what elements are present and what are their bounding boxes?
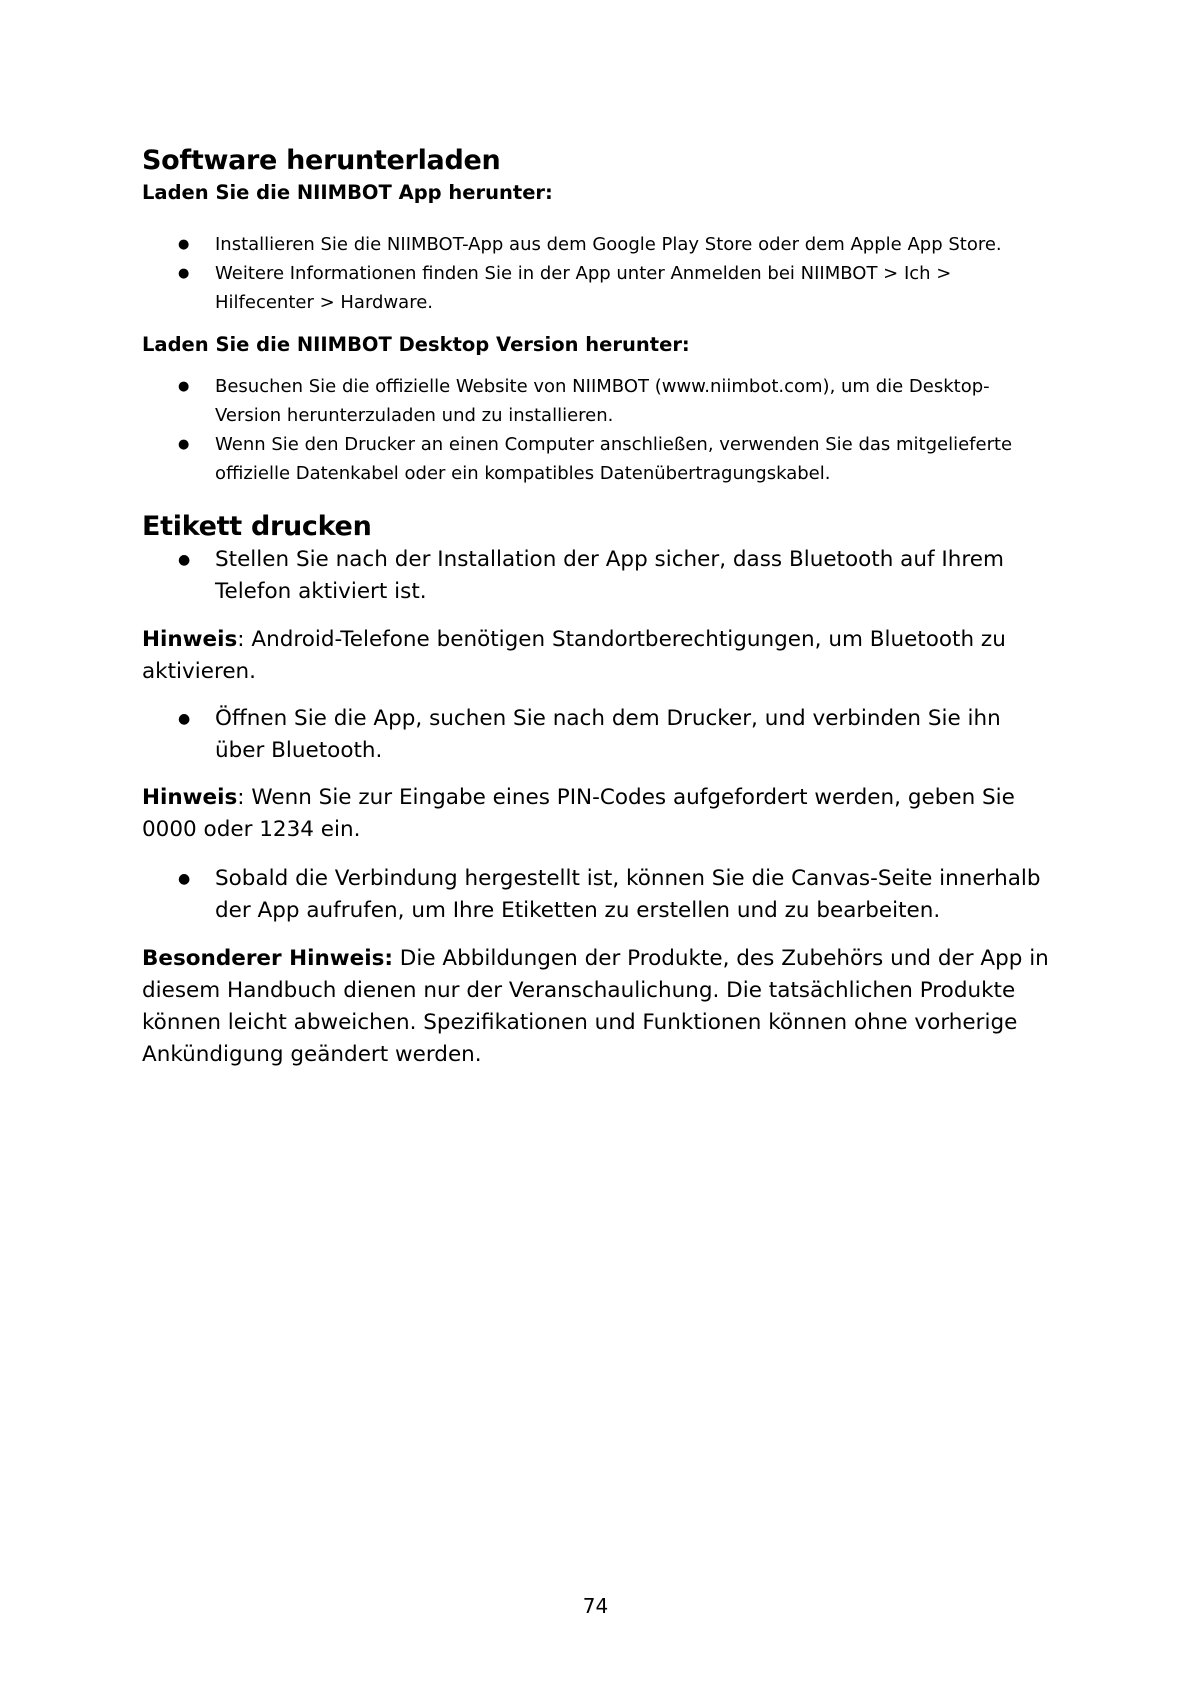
print-section-title: Etikett drucken: [142, 511, 372, 542]
print-step-list: [142, 544, 1052, 608]
bullet-icon: ●: [178, 552, 191, 568]
bullet-icon: ●: [178, 379, 190, 394]
app-download-list: [142, 230, 1052, 317]
list-item: ● Öffnen Sie die App, suchen Sie nach dem Drucker, und verbinden Sie ihn über Bluetooth.: [142, 703, 1052, 767]
special-note: Besonderer Hinweis: Die Abbildungen der Produkte, des Zubehörs und der App in diesem Handbuch dienen nur der Veranschaulichung. Die tatsächlichen Produkte können leicht abweichen. Spezifikationen und Funktionen können ohne vorherige Ankündigung geändert werden.: [142, 946, 1049, 1067]
bullet-icon: ●: [178, 871, 191, 887]
document-page: [142, 0, 1052, 1684]
app-download-subtitle: Laden Sie die NIIMBOT App herunter:: [142, 181, 553, 204]
note-pin-code: Hinweis: Wenn Sie zur Eingabe eines PIN-Codes aufgefordert werden, geben Sie 0000 oder 1234 ein.: [142, 785, 1015, 842]
list-item: ● Stellen Sie nach der Installation der App sicher, dass Bluetooth auf Ihrem Telefon aktiviert ist.: [142, 544, 1052, 608]
list-item: ● Installieren Sie die NIIMBOT-App aus dem Google Play Store oder dem Apple App Store.: [142, 230, 1052, 259]
list-item: ● Wenn Sie den Drucker an einen Computer anschließen, verwenden Sie das mitgelieferte offizielle Datenkabel oder ein kompatibles Datenübertragungskabel.: [142, 430, 1052, 488]
list-item: ● Weitere Informationen finden Sie in der App unter Anmelden bei NIIMBOT > Ich > Hilfecenter > Hardware.: [142, 259, 1052, 317]
bullet-icon: ●: [178, 437, 190, 452]
list-item: ● Sobald die Verbindung hergestellt ist, können Sie die Canvas-Seite innerhalb der App aufrufen, um Ihre Etiketten zu erstellen und zu bearbeiten.: [142, 863, 1052, 927]
note-bluetooth: Hinweis: Android-Telefone benötigen Standortberechtigungen, um Bluetooth zu aktivieren.: [142, 627, 1006, 684]
special-note-label: Besonderer Hinweis:: [142, 946, 393, 971]
page-number: 74: [582, 1594, 609, 1618]
list-item: ● Besuchen Sie die offizielle Website von NIIMBOT (www.niimbot.com), um die Desktop-Version herunterzuladen und zu installieren.: [142, 372, 1052, 430]
print-step-list: [142, 863, 1052, 927]
bullet-icon: ●: [178, 711, 191, 727]
note-label: Hinweis: [142, 627, 238, 652]
software-section-title: Software herunterladen: [142, 145, 501, 176]
desktop-download-subtitle: Laden Sie die NIIMBOT Desktop Version herunter:: [142, 333, 690, 356]
print-step-list: [142, 703, 1052, 767]
bullet-icon: ●: [178, 266, 190, 281]
print-instructions: [142, 544, 1052, 1071]
note-label: Hinweis: [142, 785, 238, 810]
bullet-icon: ●: [178, 237, 190, 252]
desktop-download-list: [142, 372, 1052, 488]
